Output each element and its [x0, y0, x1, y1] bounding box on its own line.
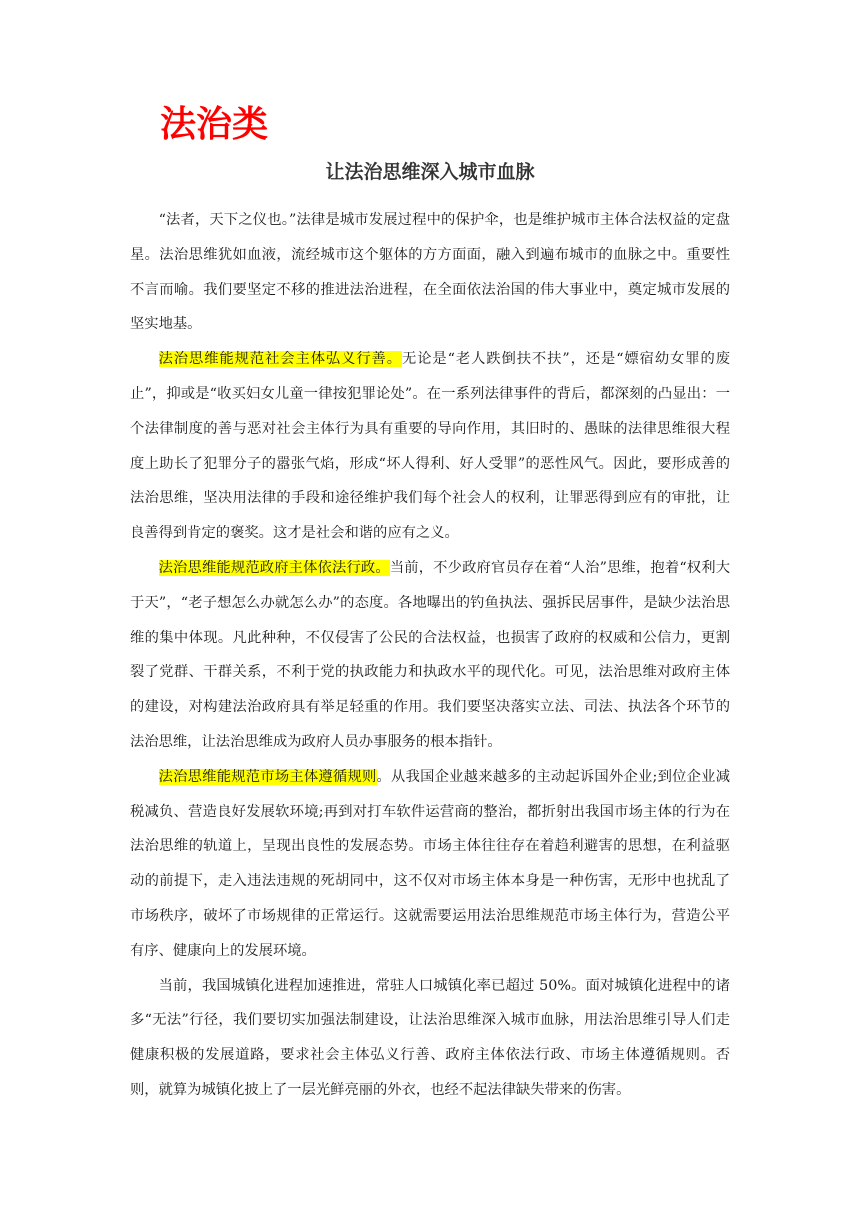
- category-heading: 法治类: [160, 104, 269, 145]
- article-title: 让法治思维深入城市血脉: [325, 161, 535, 183]
- article-body: [130, 203, 730, 1108]
- paragraph-text: 当前，我国城镇化进程加速推进，常驻人口城镇化率已超过 50%。面对城镇化进程中的诸多“无法”行径，我们要切实加强法制建设，让法治思维深入城市血脉，用法治思维引导人们走健康积极的发展道路，要求社会主体弘义行善、政府主体依法行政、市场主体遵循规则。否则，就算为城镇化披上了一层光鲜亮丽的外衣，也经不起法律缺失带来的伤害。: [130, 977, 730, 1098]
- paragraph-text: “法者，天下之仪也。”法律是城市发展过程中的保护伞，也是维护城市主体合法权益的定盘星。法治思维犹如血液，流经城市这个躯体的方方面面，融入到遍布城市的血脉之中。重要性不言而喻。我们要坚定不移的推进法治进程，在全面依法治国的伟大事业中，奠定城市发展的坚实地基。: [130, 212, 730, 333]
- paragraph-market: [130, 760, 730, 969]
- paragraph-text: 当前，不少政府官员存在着“人治”思维，抱着“权利大于天”，“老子想怎么办就怎么办”的态度。各地曝出的钓鱼执法、强拆民居事件，是缺少法治思维的集中体现。凡此种种，不仅侵害了公民的合法权益，也损害了政府的权威和公信力，更割裂了党群、干群关系，不利于党的执政能力和执政水平的现代化。可见，法治思维对政府主体的建设，对构建法治政府具有举足轻重的作用。我们要坚决落实立法、司法、执法各个环节的法治思维，让法治思维成为政府人员办事服务的根本指针。: [130, 559, 730, 750]
- highlighted-thesis: 法治思维能规范社会主体弘义行善。: [158, 351, 402, 368]
- paragraph-conclusion: [130, 969, 730, 1108]
- paragraph-text: 无论是“老人跌倒扶不扶”，还是“嫖宿幼女罪的废止”，抑或是“收买妇女儿童一律按犯罪论处”。在一系列法律事件的背后，都深刻的凸显出：一个法律制度的善与恶对社会主体行为具有重要的导向作用，其旧时的、愚昧的法律思维很大程度上助长了犯罪分子的嚣张气焰，形成“坏人得利、好人受罪”的恶性风气。因此，要形成善的法治思维，坚决用法律的手段和途径维护我们每个社会人的权利，让罪恶得到应有的审批，让良善得到肯定的褒奖。这才是社会和谐的应有之义。: [130, 351, 730, 542]
- paragraph-social: [130, 342, 730, 551]
- paragraph-government: [130, 551, 730, 760]
- paragraph-intro: [130, 203, 730, 342]
- highlighted-thesis: 法治思维能规范政府主体依法行政。: [158, 559, 390, 576]
- paragraph-text: 。从我国企业越来越多的主动起诉国外企业;到位企业减税减负、营造良好发展软环境;再到对打车软件运营商的整治，都折射出我国市场主体的行为在法治思维的轨道上，呈现出良性的发展态势。市场主体往往存在着趋利避害的思想，在利益驱动的前提下，走入违法违规的死胡同中，这不仅对市场主体本身是一种伤害，无形中也扰乱了市场秩序，破坏了市场规律的正常运行。这就需要运用法治思维规范市场主体行为，营造公平有序、健康向上的发展环境。: [130, 768, 730, 959]
- highlighted-thesis: 法治思维能规范市场主体遵循规则: [158, 768, 377, 785]
